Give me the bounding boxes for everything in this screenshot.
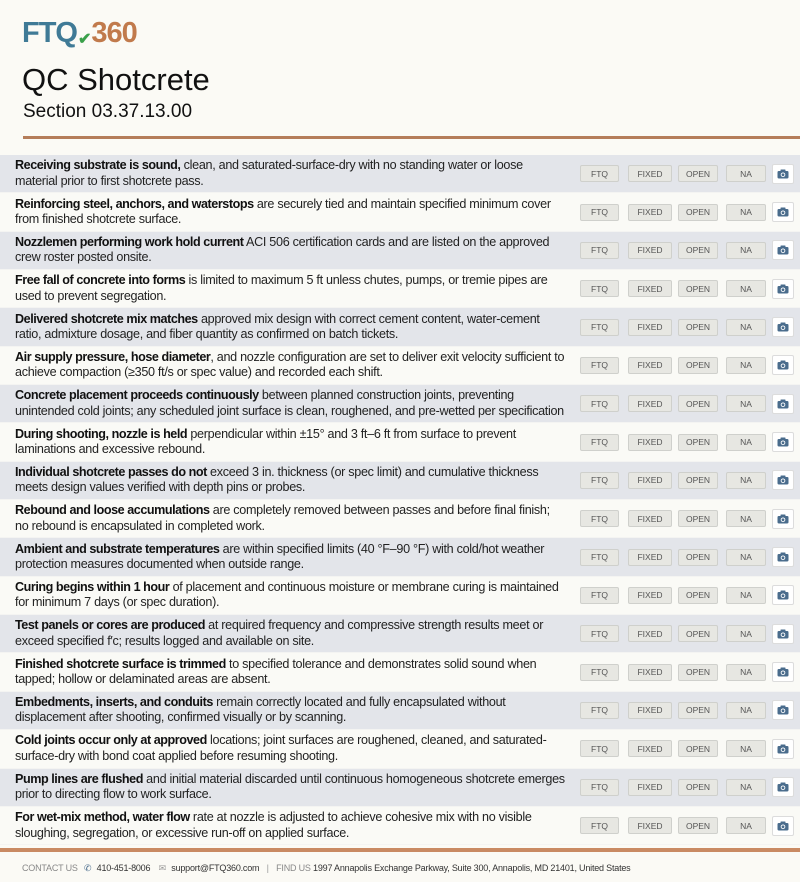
header-divider [23, 136, 800, 139]
open-button[interactable]: OPEN [678, 204, 718, 221]
camera-icon [777, 821, 789, 831]
item-text [0, 235, 566, 266]
item-bold-text: Individual shotcrete passes do not [15, 464, 207, 479]
checklist-row [0, 347, 800, 385]
camera-icon [777, 360, 789, 370]
email-icon: ✉ [158, 863, 166, 874]
checklist-row [0, 385, 800, 423]
open-button[interactable]: OPEN [678, 817, 718, 834]
na-button[interactable]: NA [726, 587, 766, 604]
camera-icon [777, 590, 789, 600]
ftq-button[interactable]: FTQ [580, 625, 619, 642]
camera-button[interactable] [772, 394, 794, 414]
item-bold-text: Rebound and loose accumulations [15, 503, 210, 518]
open-button[interactable]: OPEN [678, 280, 718, 297]
item-bold-text: For wet-mix method, water flow [15, 810, 190, 825]
item-rest-text: rate at nozzle is adjusted to achieve cohesive mix with no visible sloughing, segregation, or excessive run-off on applied surface. [15, 810, 532, 840]
fixed-button[interactable]: FIXED [628, 357, 672, 374]
camera-icon [777, 744, 789, 754]
item-bold-text: Embedments, inserts, and conduits [15, 694, 213, 709]
status-buttons [580, 432, 794, 452]
status-buttons [580, 739, 794, 759]
ftq-button[interactable]: FTQ [580, 434, 619, 451]
item-rest-text: are securely tied and maintain specified minimum cover from finished shotcrete surface. [15, 196, 551, 227]
checklist-row [0, 308, 800, 346]
ftq-button[interactable]: FTQ [580, 510, 619, 527]
ftq360-logo [22, 16, 137, 55]
na-button[interactable]: NA [726, 319, 766, 336]
item-text [0, 465, 566, 496]
open-button[interactable]: OPEN [678, 434, 718, 451]
open-button[interactable]: OPEN [678, 395, 718, 412]
fixed-button[interactable]: FIXED [628, 395, 672, 412]
fixed-button[interactable]: FIXED [628, 702, 672, 719]
camera-icon [777, 629, 789, 639]
status-buttons [580, 355, 794, 375]
camera-icon [777, 169, 789, 179]
ftq-button[interactable]: FTQ [580, 664, 619, 681]
camera-icon [777, 207, 789, 217]
checklist-row [0, 653, 800, 691]
camera-icon [777, 705, 789, 715]
item-rest-text: is limited to maximum 5 ft unless chutes, pumps, or tremie pipes are used to prevent segregation. [15, 273, 548, 303]
checklist-row [0, 232, 800, 270]
camera-icon [777, 552, 789, 562]
camera-button[interactable] [772, 585, 794, 605]
ftq-button[interactable]: FTQ [580, 779, 619, 796]
item-rest-text: are completely removed between passes and before final finish; no rebound is encapsulated in completed work. [15, 503, 550, 533]
fixed-button[interactable]: FIXED [628, 549, 672, 566]
item-bold-text: Ambient and substrate temperatures [15, 541, 220, 556]
item-text [0, 810, 566, 841]
fixed-button[interactable]: FIXED [628, 472, 672, 489]
na-button[interactable]: NA [726, 472, 766, 489]
item-rest-text: clean, and saturated-surface-dry with no standing water or loose material prior to first shotcrete pass. [15, 158, 523, 188]
checklist-row [0, 615, 800, 653]
item-text [0, 657, 566, 688]
na-button[interactable]: NA [726, 702, 766, 719]
fixed-button[interactable]: FIXED [628, 587, 672, 604]
item-text [0, 427, 566, 458]
item-bold-text: Concrete placement proceeds continuously [15, 388, 259, 403]
status-buttons [580, 394, 794, 414]
item-rest-text: ACI 506 certification cards and are listed on the approved crew roster posted onsite. [15, 234, 550, 265]
na-button[interactable]: NA [726, 434, 766, 451]
open-button[interactable]: OPEN [678, 740, 718, 757]
open-button[interactable]: OPEN [678, 165, 718, 182]
fixed-button[interactable]: FIXED [628, 740, 672, 757]
checklist-row [0, 730, 800, 768]
item-text [0, 350, 566, 381]
find-label: FIND US [276, 863, 311, 874]
contact-label: CONTACT US [22, 863, 78, 874]
item-text [0, 312, 566, 343]
ftq-button[interactable]: FTQ [580, 165, 619, 182]
item-bold-text: Curing begins within 1 hour [15, 579, 170, 594]
camera-icon [777, 475, 789, 485]
status-buttons [580, 279, 794, 299]
item-rest-text: between planned construction joints, preventing unintended cold joints; any scheduled joint surface is clean, roughened, and pre-wetted per specification [15, 388, 564, 418]
item-bold-text: Delivered shotcrete mix matches [15, 311, 198, 326]
item-rest-text: to specified tolerance and demonstrates solid sound when tapped; hollow or delaminated areas are absent. [15, 656, 537, 687]
item-rest-text: perpendicular within ±15° and 3 ft–6 ft from surface to prevent laminations and excessive rebound. [15, 426, 516, 457]
ftq-button[interactable]: FTQ [580, 204, 619, 221]
na-button[interactable]: NA [726, 165, 766, 182]
fixed-button[interactable]: FIXED [628, 817, 672, 834]
fixed-button[interactable]: FIXED [628, 434, 672, 451]
camera-button[interactable] [772, 700, 794, 720]
section-number: Section 03.37.13.00 [23, 101, 193, 122]
camera-button[interactable] [772, 470, 794, 490]
na-button[interactable]: NA [726, 625, 766, 642]
item-text [0, 273, 566, 304]
open-button[interactable]: OPEN [678, 549, 718, 566]
open-button[interactable]: OPEN [678, 587, 718, 604]
ftq-button[interactable]: FTQ [580, 549, 619, 566]
item-bold-text: Test panels or cores are produced [15, 618, 205, 633]
na-button[interactable]: NA [726, 280, 766, 297]
ftq-button[interactable]: FTQ [580, 319, 619, 336]
item-bold-text: Air supply pressure, hose diameter [15, 349, 211, 364]
open-button[interactable]: OPEN [678, 510, 718, 527]
item-rest-text: , and nozzle configuration are set to deliver exit velocity sufficient to achieve compaction (≥350 ft/s or spec value) and recorded each shift. [15, 349, 565, 380]
checkmark-icon: ✔ [78, 31, 91, 48]
camera-button[interactable] [772, 624, 794, 644]
camera-button[interactable] [772, 662, 794, 682]
ftq-button[interactable]: FTQ [580, 395, 619, 412]
item-text [0, 695, 566, 726]
main-content [0, 155, 800, 882]
status-buttons [580, 202, 794, 222]
checklist-row [0, 462, 800, 500]
camera-button[interactable] [772, 164, 794, 184]
camera-icon [777, 245, 789, 255]
item-rest-text: locations; joint surfaces are roughened, cleaned, and saturated-surface-dry with bond coat applied before resuming shooting. [15, 733, 547, 763]
fixed-button[interactable]: FIXED [628, 280, 672, 297]
item-rest-text: and initial material discarded until continuous homogeneous shotcrete emerges prior to directing flow to work surface. [15, 771, 565, 802]
status-buttons [580, 585, 794, 605]
na-button[interactable]: NA [726, 357, 766, 374]
item-rest-text: approved mix design with correct cement content, water-cement ratio, admixture dosage, and fiber quantity as confirmed on batch tickets. [15, 311, 540, 342]
ftq-button[interactable]: FTQ [580, 357, 619, 374]
checklist-row [0, 769, 800, 807]
status-buttons [580, 164, 794, 184]
checklist-row [0, 423, 800, 461]
page-title: QC Shotcrete [22, 62, 210, 97]
item-bold-text: Finished shotcrete surface is trimmed [15, 656, 226, 671]
camera-icon [777, 399, 789, 409]
na-button[interactable]: NA [726, 549, 766, 566]
item-rest-text: at required frequency and compressive strength results meet or exceed specified f′c; results logged and available on site. [15, 618, 544, 648]
open-button[interactable]: OPEN [678, 625, 718, 642]
checklist-row [0, 807, 800, 845]
na-button[interactable]: NA [726, 204, 766, 221]
item-text [0, 580, 566, 611]
open-button[interactable]: OPEN [678, 472, 718, 489]
item-rest-text: are within specified limits (40 °F–90 °F) with cold/hot weather protection measures documented when outside range. [15, 541, 545, 572]
ftq-button[interactable]: FTQ [580, 702, 619, 719]
checklist-row [0, 155, 800, 193]
checklist-row [0, 692, 800, 730]
item-bold-text: Nozzlemen performing work hold current [15, 234, 244, 249]
checklist-row [0, 270, 800, 308]
camera-button[interactable] [772, 816, 794, 836]
ftq-button[interactable]: FTQ [580, 587, 619, 604]
fixed-button[interactable]: FIXED [628, 319, 672, 336]
camera-icon [777, 667, 789, 677]
status-buttons [580, 700, 794, 720]
na-button[interactable]: NA [726, 664, 766, 681]
checklist-row [0, 577, 800, 615]
na-button[interactable]: NA [726, 817, 766, 834]
camera-button[interactable] [772, 202, 794, 222]
item-bold-text: Pump lines are flushed [15, 771, 143, 786]
footer [0, 852, 800, 882]
footer-separator: | [266, 863, 269, 874]
item-rest-text: remain correctly located and fully encapsulated without displacement after shooting, confirmed visually or by scanning. [15, 694, 506, 725]
camera-icon [777, 514, 789, 524]
open-button[interactable]: OPEN [678, 357, 718, 374]
camera-button[interactable] [772, 279, 794, 299]
fixed-button[interactable]: FIXED [628, 242, 672, 259]
camera-button[interactable] [772, 739, 794, 759]
logo-360: 360 [91, 17, 137, 49]
open-button[interactable]: OPEN [678, 664, 718, 681]
na-button[interactable]: NA [726, 740, 766, 757]
item-bold-text: Reinforcing steel, anchors, and waterstops [15, 196, 254, 211]
status-buttons [580, 509, 794, 529]
checklist-row [0, 538, 800, 576]
fixed-button[interactable]: FIXED [628, 204, 672, 221]
item-text [0, 388, 566, 419]
open-button[interactable]: OPEN [678, 779, 718, 796]
item-text [0, 772, 566, 803]
item-bold-text: Receiving substrate is sound, [15, 158, 181, 173]
camera-button[interactable] [772, 777, 794, 797]
status-buttons [580, 816, 794, 836]
checklist [0, 155, 800, 845]
phone-icon: ✆ [83, 863, 92, 874]
ftq-button[interactable]: FTQ [580, 817, 619, 834]
status-buttons [580, 470, 794, 490]
fixed-button[interactable]: FIXED [628, 664, 672, 681]
ftq-button[interactable]: FTQ [580, 740, 619, 757]
camera-button[interactable] [772, 355, 794, 375]
address: 1997 Annapolis Exchange Parkway, Suite 300, Annapolis, MD 21401, United States [313, 863, 631, 874]
email-link[interactable]: support@FTQ360.com [171, 863, 260, 874]
status-buttons [580, 240, 794, 260]
open-button[interactable]: OPEN [678, 702, 718, 719]
camera-button[interactable] [772, 317, 794, 337]
logo-ftq: FTQ [22, 17, 77, 49]
item-text [0, 733, 566, 764]
item-rest-text: of placement and continuous moisture or membrane curing is maintained for minimum 7 days (or spec duration). [15, 579, 559, 610]
item-rest-text: exceed 3 in. thickness (or spec limit) and cumulative thickness meets design values verified with depth pins or probes. [15, 464, 539, 495]
ftq-button[interactable]: FTQ [580, 472, 619, 489]
camera-button[interactable] [772, 547, 794, 567]
status-buttons [580, 662, 794, 682]
item-text [0, 158, 566, 189]
na-button[interactable]: NA [726, 395, 766, 412]
status-buttons [580, 777, 794, 797]
checklist-row [0, 500, 800, 538]
camera-icon [777, 284, 789, 294]
item-bold-text: Free fall of concrete into forms [15, 273, 186, 288]
camera-button[interactable] [772, 240, 794, 260]
fixed-button[interactable]: FIXED [628, 779, 672, 796]
item-text [0, 197, 566, 228]
camera-icon [777, 322, 789, 332]
open-button[interactable]: OPEN [678, 242, 718, 259]
status-buttons [580, 624, 794, 644]
item-bold-text: During shooting, nozzle is held [15, 426, 188, 441]
ftq-button[interactable]: FTQ [580, 280, 619, 297]
status-buttons [580, 317, 794, 337]
checklist-row [0, 193, 800, 231]
fixed-button[interactable]: FIXED [628, 165, 672, 182]
item-text [0, 542, 566, 573]
camera-button[interactable] [772, 432, 794, 452]
na-button[interactable]: NA [726, 510, 766, 527]
open-button[interactable]: OPEN [678, 319, 718, 336]
na-button[interactable]: NA [726, 242, 766, 259]
item-text [0, 618, 566, 649]
item-text [0, 503, 566, 534]
item-bold-text: Cold joints occur only at approved [15, 733, 207, 748]
ftq-button[interactable]: FTQ [580, 242, 619, 259]
camera-button[interactable] [772, 509, 794, 529]
fixed-button[interactable]: FIXED [628, 510, 672, 527]
camera-icon [777, 437, 789, 447]
status-buttons [580, 547, 794, 567]
phone-number[interactable]: 410-451-8006 [96, 863, 151, 874]
na-button[interactable]: NA [726, 779, 766, 796]
fixed-button[interactable]: FIXED [628, 625, 672, 642]
camera-icon [777, 782, 789, 792]
